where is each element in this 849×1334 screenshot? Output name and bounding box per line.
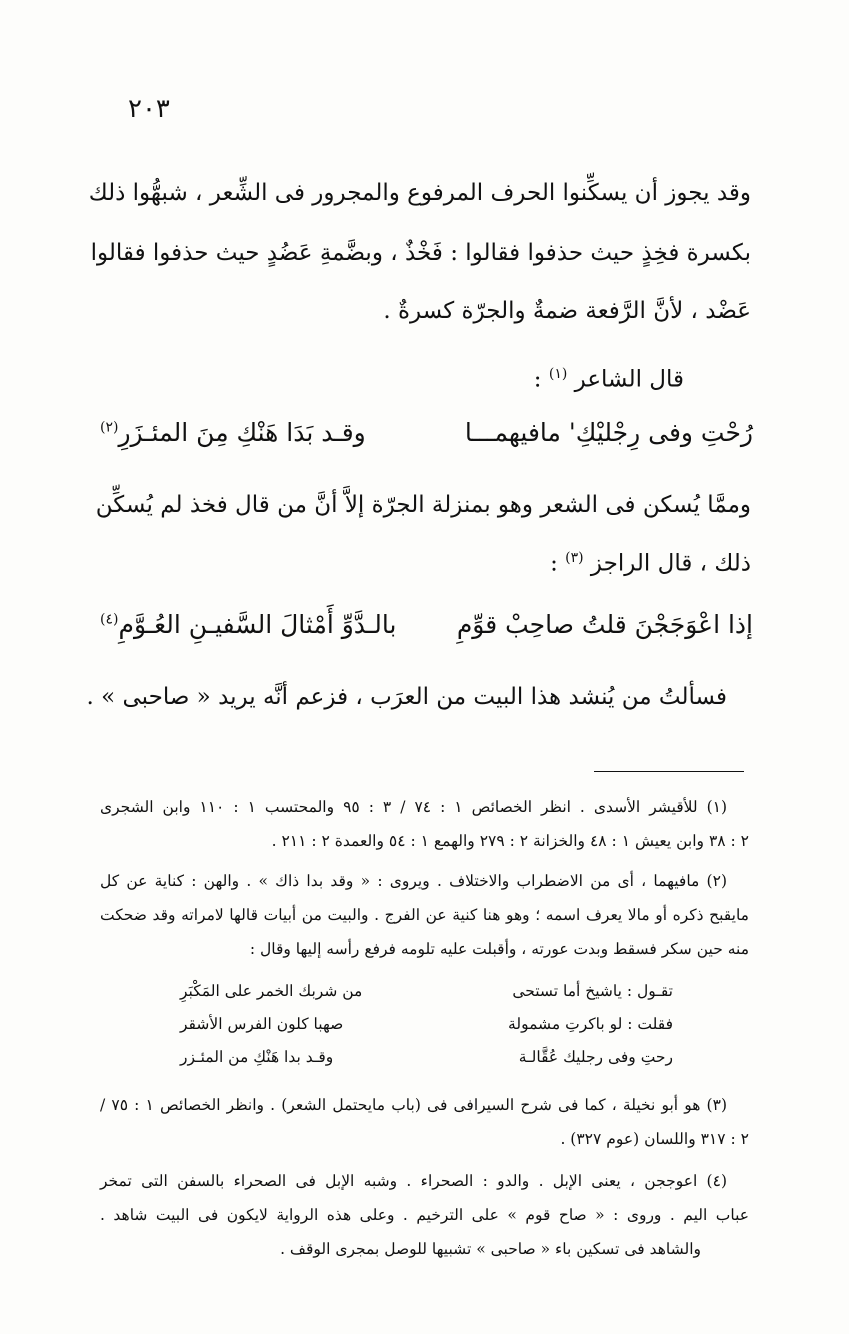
footnote-line: (٤) اعوججن ، يعنى الإبل . والدو : الصحراء . وشبه الإبل فى الصحراء بالسفن التى تمخر (100, 1172, 727, 1190)
footnote-verse-second: صهبا كلون الفرس الأشقر (180, 1015, 344, 1033)
footnote-line: ٢ : ٣٨ وابن يعيش ١ : ٤٨ والخزانة ٢ : ٢٧٩ والهمع ١ : ٥٤ والعمدة ٢ : ٢١١ . (271, 832, 749, 850)
footnote-verse-first: رحتِ وفى رجليك عُقَّالـة (518, 1048, 673, 1066)
footnote-line: عباب اليم . وروى : « صاح قوم » على الترخيم . وعلى هذه الرواية لايكون فى البيت شاهد . (100, 1206, 749, 1224)
verse-second-hemistich (100, 610, 396, 639)
verse-second-hemistich (100, 418, 366, 447)
footnote-ref: (١) (548, 366, 568, 382)
quote-intro-text: قال الشاعر (574, 366, 684, 393)
footnote-line: منه حين سكر فسقط وبدت عورته ، وأقبلت عليه تلومه فرفع رأسه إليها وقال : (249, 940, 749, 958)
quote-intro-colon: : (533, 366, 549, 393)
page-number: ٢٠٣ (128, 94, 170, 124)
poetry-verse (100, 418, 753, 454)
footnote-ref: (٤) (100, 611, 119, 628)
body-line: بكسرة فخِذٍ حيث حذفوا فقالوا : فَخْذٌ ، وبضَّمةِ عَضُدٍ حيث حذفوا فقالوا (90, 240, 751, 266)
body-line: وممَّا يُسكن فى الشعر وهو بمنزلة الجرّة إلاَّ أنَّ من قال فخذ لم يُسكِّن (95, 492, 751, 518)
footnote-verse-second: من شربك الخمر على المَكْبَرِ (180, 982, 363, 1000)
hemistich-text: بالـدَّوِّ أَمْثالَ السَّفيـنِ العُـوَّمِ (118, 610, 397, 639)
footnote-line: (٢) مافيهما ، أى من الاضطراب والاختلاف . ويروى : « وقد بدا ذاك » . والهن : كناية عن كل (100, 872, 727, 890)
footnote-verse-second: وقـد بدا هَنْكِ من المئـزر (180, 1048, 334, 1066)
footnote-line: (٣) هو أبو نخيلة ، كما فى شرح السيرافى فى (باب مايحتمل الشعر) . وانظر الخصائص ١ : ٧٥ / (100, 1096, 727, 1114)
body-line: عَضْد ، لأنَّ الرَّفعة ضمةٌ والجرّة كسرةٌ . (383, 298, 751, 324)
footnote-line: مايقبح ذكره أو مالا يعرف اسمه ؛ وهو هنا كنية عن الفرج . والبيت من أبيات قالها لامراته وقد ضحكت (100, 906, 749, 924)
verse-first-hemistich: إذا اعْوَجَجْنَ قلتُ صاحِبْ قوِّمِ (456, 610, 753, 639)
body-line (98, 550, 751, 577)
footnote-line: ٢ : ٣١٧ واللسان (عوم ٣٢٧) . (560, 1130, 749, 1148)
quote-intro (98, 366, 684, 393)
verse-first-hemistich: رُحْتِ وفى رِجْليْكِ' مافيهمـــا (464, 418, 753, 447)
footnote-line: (١) للأقيشر الأسدى . انظر الخصائص ١ : ٧٤ / ٣ : ٩٥ والمحتسب ١ : ١١٠ وابن الشجرى (100, 798, 728, 816)
footnote-verse-first: تقـول : ياشيخ أما تستحى (512, 982, 673, 1000)
hemistich-text: وقـد بَدَا هَنْكِ مِنَ المئـزَرِ (118, 418, 366, 447)
footnote-line: والشاهد فى تسكين باء « صاحبى » تشبيها للوصل بمجرى الوقف . (280, 1240, 701, 1258)
footnote-ref: (٢) (100, 419, 119, 436)
footnote-ref: (٣) (565, 550, 584, 566)
body-colon: : (550, 550, 566, 577)
body-line: وقد يجوز أن يسكِّنوا الحرف المرفوع والمجرور فى الشِّعر ، شبهُّوا ذلك (88, 180, 751, 206)
body-line: فسألتُ من يُنشد هذا البيت من العرَب ، فزعم أنَّه يريد « صاحبى » . (86, 684, 727, 710)
body-text: ذلك ، قال الراجز (590, 550, 751, 577)
footnote-separator (594, 771, 744, 772)
poetry-verse (100, 610, 753, 646)
footnote-verse-first: فقلت : لو باكرتِ مشمولة (508, 1015, 673, 1033)
